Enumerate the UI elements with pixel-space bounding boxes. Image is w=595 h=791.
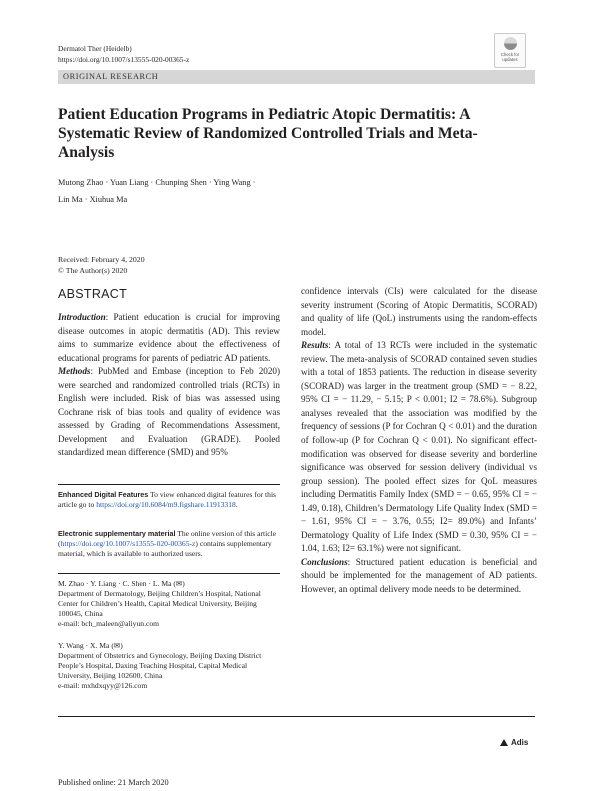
affiliation-2-department: Department of Obstetrics and Gynecology, Beijing Daxing District People’s Hospital, Daxing Teaching Hospital, Capital Medical University, Beijing 102600, China xyxy=(58,651,262,680)
authors-line-1: Mutong Zhao · Yuan Liang · Chunping Shen · Ying Wang · xyxy=(58,178,256,187)
methods-text: : PubMed and Embase (inception to Feb 2020) were searched and randomized controlled trials (RCTs) in English were included. Risk of bias was assessed using Cochrane risk of bias tools and quality of evidence was assessed by Grading of Recommendations Assessment, Development and Evaluation (GRADE). Pooled standardized mean difference (SMD) and 95% xyxy=(58,366,280,458)
affiliations-divider xyxy=(58,573,280,574)
received-date: Received: February 4, 2020 xyxy=(58,255,145,264)
article-type-label: ORIGINAL RESEARCH xyxy=(63,72,159,81)
results-text: : A total of 13 RCTs were included in the systematic review. The meta-analysis of SCORAD contained seven studies with a total of 1853 patients. The reduction in disease severity (SCORAD) was larger in the treatment group (SMD = − 8.22, 95% CI = − 11.29, − 5.15; P < 0.001; I2 = 78.6%). Subgroup analyses revealed that the association was modified by the frequency of sessions (P for Cochran Q < 0.01) and the duration of follow-up (P for Cochran Q < 0.01). No significant effect-modification was observed for disease severity and borderline significance was observed for session delivery (individual vs group session). The pooled effect sizes for QoL measures including Dermatitis Family Index (SMD = − 0.65, 95% CI = − 1.49, 0.18), Children’s Dermatology Life Quality Index (SMD = − 1.61, 95% CI = − 3.76, 0.55; I2= 89.0%) and Infants’ Dermatology Quality of Life Index (SMD = 0.30, 95% CI = − 1.04, 1.63; I2= 63.1%) were not significant. xyxy=(301,340,537,554)
article-type-band xyxy=(58,70,535,84)
check-for-updates-button[interactable] xyxy=(494,33,526,68)
affiliation-1 xyxy=(58,579,280,629)
notes-divider xyxy=(58,484,280,485)
affiliation-2-email[interactable]: e-mail: mxhdxqyy@126.com xyxy=(58,681,148,690)
affiliation-2 xyxy=(58,641,280,691)
supplementary-text-2: ) contains supplementary material, which is available to authorized users. xyxy=(58,539,272,558)
abstract-heading: ABSTRACT xyxy=(58,287,128,301)
abstract-methods xyxy=(58,365,280,460)
supplementary-note xyxy=(58,529,280,559)
footer-divider xyxy=(58,716,535,717)
affiliation-1-email[interactable]: e-mail: bch_maleen@aliyun.com xyxy=(58,619,160,628)
enhanced-features-note: Enhanced Digital Features To view enhanced digital features for this article go to https://doi.org/10.6084/m9.figshare.11913318. xyxy=(58,490,277,509)
enhanced-features-text: To view enhanced digital features for this article go to xyxy=(58,490,277,509)
author-list xyxy=(58,174,358,208)
affiliation-2-names: Y. Wang · X. Ma (✉) xyxy=(58,641,123,650)
supplementary-label: Electronic supplementary material xyxy=(58,529,176,538)
crossmark-label-line2: updates xyxy=(502,57,518,62)
crossmark-icon xyxy=(504,37,517,50)
published-online-date: Published online: 21 March 2020 xyxy=(58,778,169,787)
journal-name: Dermatol Ther (Heidelb) xyxy=(58,44,132,53)
crossmark-label-line1: Check for xyxy=(500,52,520,57)
affiliation-1-names: M. Zhao · Y. Liang · C. Shen · L. Ma (✉) xyxy=(58,579,185,588)
supplementary-text-1: The online version of this article ( xyxy=(58,529,277,548)
publisher-logo xyxy=(500,738,528,747)
methods-label: Methods xyxy=(58,366,91,377)
authors-line-2: Lin Ma · Xiuhua Ma xyxy=(58,195,128,204)
enhanced-features-link[interactable]: https://doi.org/10.6084/m9.figshare.11913318 xyxy=(96,500,236,509)
received-info xyxy=(58,254,145,276)
journal-header xyxy=(58,43,189,65)
publisher-name: Adis xyxy=(511,738,529,747)
abstract-right-column xyxy=(301,285,537,597)
abstract-introduction xyxy=(58,311,280,365)
introduction-label: Introduction xyxy=(58,312,106,322)
methods-continued: confidence intervals (CIs) were calculated for the disease severity instrument (Scoring of Atopic Dermatitis, SCORAD) and quality of life (QoL) instruments using the random-effects model. xyxy=(301,286,537,337)
copyright-line: © The Author(s) 2020 xyxy=(58,266,128,275)
enhanced-features-label: Enhanced Digital Features xyxy=(58,490,149,499)
conclusions-label: Conclusions xyxy=(301,556,348,567)
results-label: Results xyxy=(301,340,329,351)
affiliation-1-department: Department of Dermatology, Beijing Children’s Hospital, National Center for Children’s Health, Capital Medical University, Beijing 100045, China xyxy=(58,589,261,618)
introduction-text: : Patient education is crucial for improving disease outcomes in atopic dermatitis (AD). This review aims to summarize evidence about the effectiveness of educational programs for parents of pediatric AD patients. xyxy=(58,312,280,363)
conclusions-text: : Structured patient education is beneficial and should be implemented for the management of AD patients. However, an optimal delivery mode needs to be determined. xyxy=(301,556,537,595)
adis-triangle-icon xyxy=(500,739,508,746)
abstract-left-column xyxy=(58,311,280,460)
abstract-conclusions xyxy=(301,556,537,597)
supplementary-link[interactable]: https://doi.org/10.1007/s13555-020-00365-z xyxy=(60,539,196,548)
journal-doi[interactable]: https://doi.org/10.1007/s13555-020-00365-z xyxy=(58,55,190,64)
abstract-results xyxy=(301,339,537,556)
article-title: Patient Education Programs in Pediatric Atopic Dermatitis: A Systematic Review of Randomized Controlled Trials and Meta-Analysis xyxy=(58,106,478,161)
